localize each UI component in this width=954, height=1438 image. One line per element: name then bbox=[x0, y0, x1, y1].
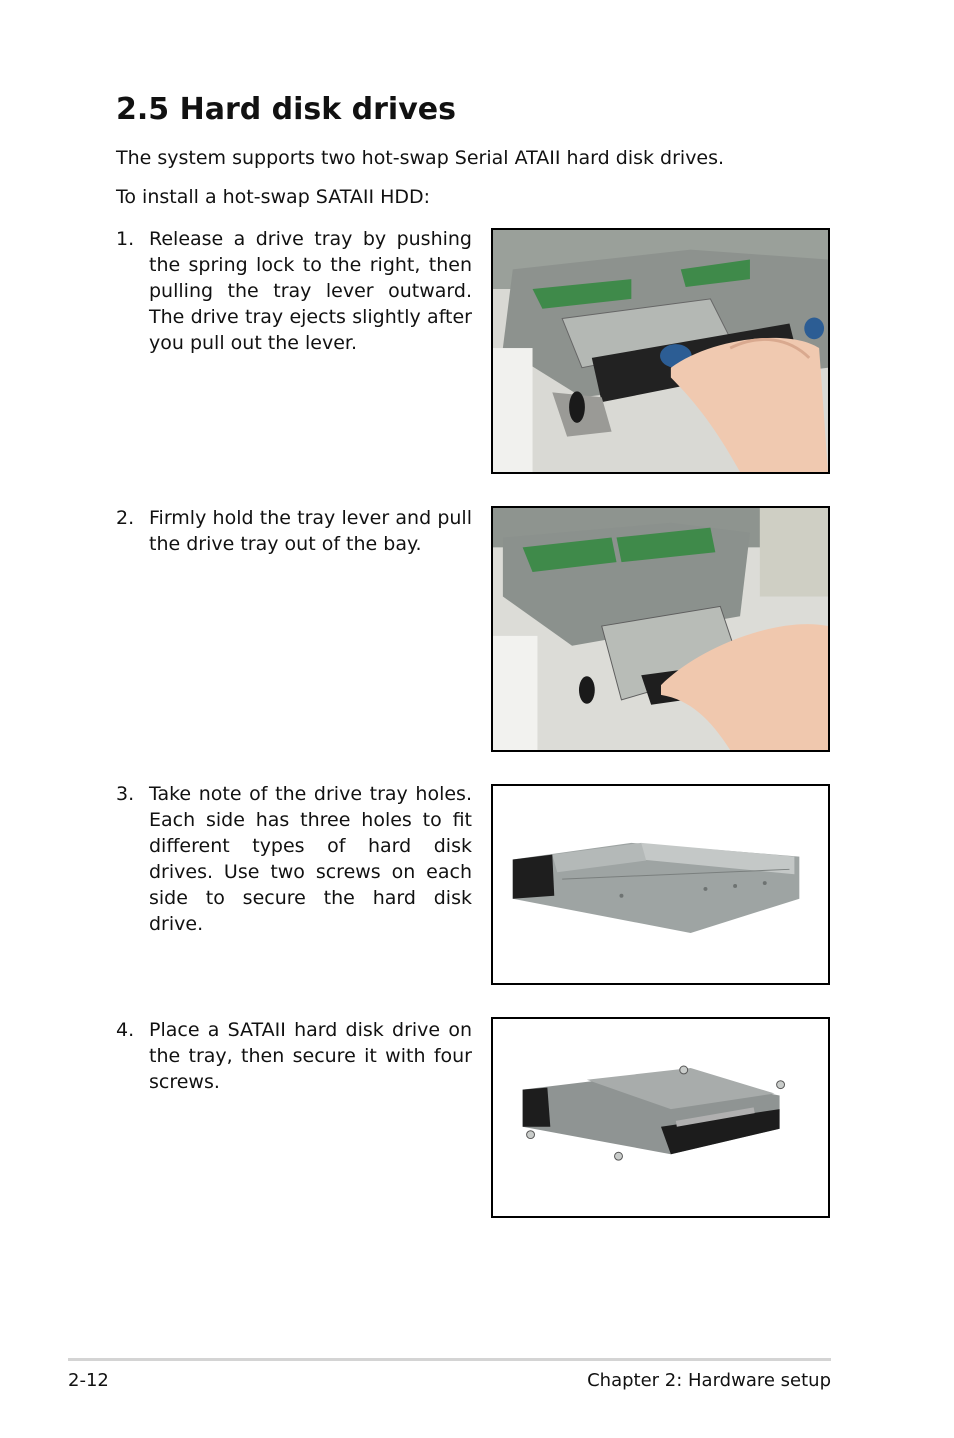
chapter-label: Chapter 2: Hardware setup bbox=[587, 1370, 831, 1391]
tray-removal-photo-icon bbox=[493, 508, 828, 750]
step-1 bbox=[116, 226, 472, 356]
server-chassis-photo-icon bbox=[493, 230, 828, 472]
step-number: 2. bbox=[116, 507, 135, 529]
step-4-photo bbox=[491, 1017, 830, 1218]
page-number: 2-12 bbox=[68, 1370, 109, 1391]
step-text: Place a SATAII hard disk drive on the tray, then secure it with four screws. bbox=[149, 1019, 472, 1093]
hard-disk-icon bbox=[493, 1019, 828, 1216]
step-4 bbox=[116, 1017, 472, 1095]
step-text: Firmly hold the tray lever and pull the drive tray out of the bay. bbox=[149, 507, 472, 555]
footer-rule bbox=[68, 1358, 831, 1361]
step-number: 3. bbox=[116, 783, 135, 805]
step-2 bbox=[116, 505, 472, 557]
step-3 bbox=[116, 781, 472, 937]
step-number: 1. bbox=[116, 228, 135, 250]
step-2-photo bbox=[491, 506, 830, 752]
instruction-lead: To install a hot-swap SATAII HDD: bbox=[116, 186, 431, 208]
page-title: 2.5 Hard disk drives bbox=[116, 92, 456, 127]
intro-text: The system supports two hot-swap Serial ATAII hard disk drives. bbox=[116, 147, 725, 169]
step-text: Take note of the drive tray holes. Each side has three holes to fit different types of hard disk drives. Use two screws on each side to secure the hard disk drive. bbox=[149, 783, 472, 935]
step-text: Release a drive tray by pushing the spring lock to the right, then pulling the tray lever outward. The drive tray ejects slightly after you pull out the lever. bbox=[149, 228, 472, 354]
step-3-photo bbox=[491, 784, 830, 985]
step-1-photo bbox=[491, 228, 830, 474]
step-number: 4. bbox=[116, 1019, 135, 1041]
drive-tray-icon bbox=[493, 786, 828, 983]
